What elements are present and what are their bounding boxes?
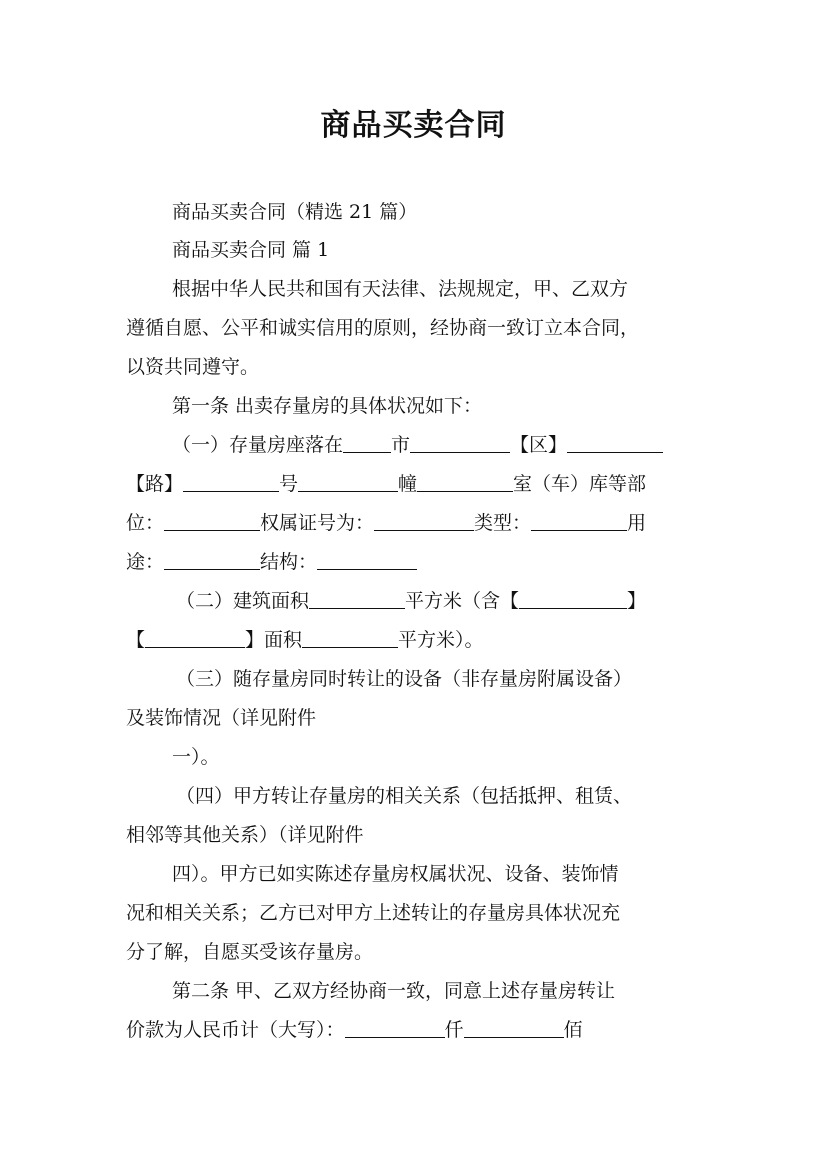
text-line: （三）随存量房同时转让的设备（非存量房附属设备） — [176, 668, 633, 690]
text-line: 商品买卖合同 篇 1 — [172, 239, 330, 261]
fill-blank[interactable] — [309, 590, 405, 609]
text-line: 况和相关关系；乙方已对甲方上述转让的存量房具体状况充 — [126, 902, 621, 924]
form-line — [176, 589, 646, 613]
text-segment: 幢 — [398, 473, 418, 495]
fill-blank[interactable] — [345, 1019, 445, 1038]
fill-blank[interactable] — [464, 1019, 564, 1038]
fill-blank[interactable] — [317, 551, 417, 570]
text-segment: （一）存量房座落在 — [172, 434, 344, 456]
text-segment: 号 — [279, 473, 299, 495]
text-line: 第二条 甲、乙双方经协商一致，同意上述存量房转让 — [172, 980, 616, 1002]
text-line: 第一条 出卖存量房的具体状况如下： — [172, 395, 483, 417]
text-line: 分了解，自愿买受该存量房。 — [126, 941, 374, 963]
text-line: 根据中华人民共和国有天法律、法规规定，甲、乙双方 — [172, 278, 629, 300]
form-line — [126, 511, 646, 535]
text-segment: 结构： — [260, 551, 318, 573]
text-segment: 【 — [126, 629, 146, 651]
text-segment: 】面积 — [245, 629, 303, 651]
form-line — [126, 550, 417, 574]
text-line: 以资共同遵守。 — [126, 356, 260, 378]
fill-blank[interactable] — [343, 434, 391, 453]
fill-blank[interactable] — [145, 629, 245, 648]
text-segment: （二）建筑面积 — [176, 590, 310, 612]
fill-blank[interactable] — [302, 629, 398, 648]
text-segment: 市 — [391, 434, 411, 456]
fill-blank[interactable] — [298, 473, 398, 492]
fill-blank[interactable] — [183, 473, 279, 492]
text-segment: 类型： — [474, 512, 532, 534]
text-line: 相邻等其他关系）（详见附件 — [126, 824, 364, 846]
text-segment: 【区】 — [510, 434, 568, 456]
text-segment: 仟 — [444, 1019, 464, 1041]
text-line: 四）。甲方已如实陈述存量房权属状况、设备、装饰情 — [172, 863, 619, 885]
text-segment: 用 — [627, 512, 647, 534]
text-line: （四）甲方转让存量房的相关关系（包括抵押、租赁、 — [176, 785, 633, 807]
text-line: 商品买卖合同（精选 21 篇） — [172, 201, 418, 223]
fill-blank[interactable] — [164, 512, 260, 531]
form-line — [126, 1018, 583, 1042]
fill-blank[interactable] — [410, 434, 510, 453]
text-line: 一）。 — [172, 746, 220, 768]
fill-blank[interactable] — [519, 590, 627, 609]
text-segment: 价款为人民币计（大写）： — [126, 1019, 345, 1041]
text-segment: 室（车）库等部 — [513, 473, 647, 495]
text-segment: 平方米（含【 — [405, 590, 520, 612]
form-line — [172, 433, 663, 457]
text-segment: 佰 — [563, 1019, 583, 1041]
fill-blank[interactable] — [567, 434, 663, 453]
text-segment: 】 — [627, 590, 647, 612]
text-line: 及装饰情况（详见附件 — [126, 707, 317, 729]
text-segment: 位： — [126, 512, 165, 534]
text-segment: 【路】 — [126, 473, 184, 495]
form-line — [126, 472, 646, 496]
fill-blank[interactable] — [417, 473, 513, 492]
text-line: 遵循自愿、公平和诚实信用的原则，经协商一致订立本合同， — [126, 317, 640, 339]
fill-blank[interactable] — [164, 551, 260, 570]
text-segment: 平方米）。 — [398, 629, 484, 651]
fill-blank[interactable] — [374, 512, 474, 531]
fill-blank[interactable] — [531, 512, 627, 531]
document-title: 商品买卖合同 — [320, 108, 507, 143]
text-segment: 途： — [126, 551, 165, 573]
text-segment: 权属证号为： — [260, 512, 375, 534]
form-line — [126, 628, 484, 652]
